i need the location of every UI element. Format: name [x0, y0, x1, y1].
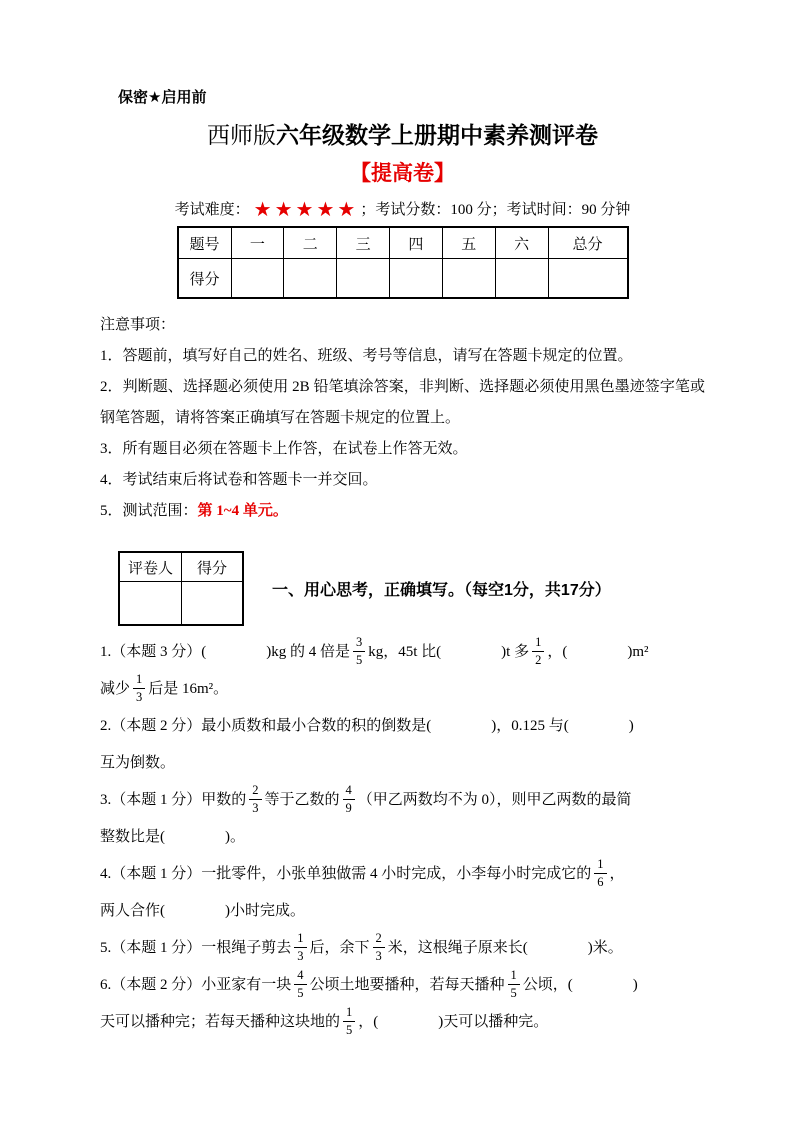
question-3 [100, 782, 705, 856]
note-item-5-range: 第 1~4 单元。 [197, 503, 288, 519]
note-item-5-prefix: 5．测试范围： [100, 503, 198, 519]
score-table-score-cell [495, 259, 548, 299]
question-4-line-1: 4.（本题 1 分）一批零件，小张单独做需 4 小时完成，小李每小时完成它的 $\frac{1}{6}$ ， [100, 857, 625, 889]
fraction: $\frac{1}{6}$ [594, 857, 606, 889]
fraction: $\frac{1}{5}$ [343, 1005, 355, 1037]
notes-heading: 注意事项： [100, 317, 176, 333]
question-1-line-1: 1.（本题 3 分）( )kg 的 4 倍是 $\frac{3}{5}$ kg，45t 比( )t 多 $\frac{1}{2}$ ，( )m² [100, 635, 649, 667]
exam-subtitle: 【提高卷】 [350, 162, 455, 185]
score-table-header-cell: 四 [389, 227, 442, 259]
questions-section [100, 634, 705, 1041]
score-table-header-cell: 总分 [548, 227, 628, 259]
exam-info-line [100, 198, 705, 221]
question-2-line-1: 2.（本题 2 分）最小质数和最小合数的积的倒数是( )，0.125 与( ) [100, 718, 634, 734]
question-5 [100, 930, 705, 967]
question-1 [100, 634, 705, 708]
fraction: $\frac{4}{9}$ [343, 783, 355, 815]
question-2 [100, 708, 705, 782]
note-item-5 [100, 496, 705, 527]
score-table-score-row [178, 259, 628, 299]
note-item-1: 1．答题前，填写好自己的姓名、班级、考号等信息，请写在答题卡规定的位置。 [100, 348, 633, 364]
question-3-line-2: 整数比是( )。 [100, 829, 245, 845]
fraction: $\frac{3}{5}$ [353, 635, 365, 667]
exam-title-main: 六年级数学上册期中素养测评卷 [276, 122, 598, 148]
note-item-2: 2．判断题、选择题必须使用 2B 铅笔填涂答案，非判断、选择题必须使用黑色墨迹签字笔或钢笔答题，请将答案正确填写在答题卡规定的位置上。 [100, 379, 705, 426]
question-1-line-2: 减少 $\frac{1}{3}$ 后是 16m²。 [100, 672, 229, 704]
question-6-line-1: 6.（本题 2 分）小亚家有一块 $\frac{4}{5}$ 公顷土地要播种，若每天播种 $\frac{1}{5}$ 公顷，( ) [100, 968, 638, 1000]
grader-box-header-row [119, 552, 243, 582]
question-6 [100, 967, 705, 1041]
score-table-score-cell [231, 259, 284, 299]
notes-section [100, 310, 705, 527]
grader-box-score-cell [182, 582, 244, 626]
grader-box-score-label: 得分 [182, 552, 244, 582]
fraction: $\frac{2}{3}$ [373, 931, 385, 963]
question-6-line-2: 天可以播种完；若每天播种这块地的 $\frac{1}{5}$ ，( )天可以播种完。 [100, 1005, 549, 1037]
score-table-header-cell: 二 [284, 227, 337, 259]
exam-title [100, 119, 705, 151]
grader-box-empty-row [119, 582, 243, 626]
fraction: $\frac{1}{3}$ [133, 672, 145, 704]
score-table-score-cell [337, 259, 390, 299]
score-table-header-cell: 三 [337, 227, 390, 259]
confidential-notice: 保密★启用前 [118, 89, 207, 106]
score-table-header-row [178, 227, 628, 259]
score-table-score-cell [284, 259, 337, 299]
score-table [177, 226, 629, 299]
score-time-text: ；考试分数：100 分；考试时间：90 分钟 [360, 202, 631, 218]
note-item-4: 4．考试结束后将试卷和答题卡一并交回。 [100, 472, 378, 488]
score-table-score-label: 得分 [178, 259, 232, 299]
score-table-score-cell [389, 259, 442, 299]
question-5-line-1: 5.（本题 1 分）一根绳子剪去 $\frac{1}{3}$ 后，余下 $\frac{2}{3}$ 米，这根绳子原来长( )米。 [100, 931, 623, 963]
score-table-score-cell [548, 259, 628, 299]
question-2-line-2: 互为倒数。 [100, 755, 176, 771]
question-3-line-1: 3.（本题 1 分）甲数的 $\frac{2}{3}$ 等于乙数的 $\frac{4}{9}$ （甲乙两数均不为 0），则甲乙两数的最简 [100, 783, 632, 815]
fraction: $\frac{2}{3}$ [249, 783, 261, 815]
score-table-header-cell: 一 [231, 227, 284, 259]
fraction: $\frac{1}{5}$ [508, 968, 520, 1000]
fraction: $\frac{4}{5}$ [294, 968, 306, 1000]
fraction: $\frac{1}{2}$ [532, 635, 544, 667]
question-4-line-2: 两人合作( )小时完成。 [100, 903, 305, 919]
exam-title-prefix: 西师版 [207, 122, 276, 148]
note-item-3: 3．所有题目必须在答题卡上作答，在试卷上作答无效。 [100, 441, 468, 457]
score-table-header-cell: 六 [495, 227, 548, 259]
grader-row [100, 551, 705, 626]
difficulty-stars-icon: ★★★★★ [253, 197, 359, 221]
score-table-score-cell [442, 259, 495, 299]
score-table-header-cell: 五 [442, 227, 495, 259]
fraction: $\frac{1}{3}$ [294, 931, 306, 963]
question-4 [100, 856, 705, 930]
grader-box-examiner-cell [119, 582, 182, 626]
grader-box-examiner-label: 评卷人 [119, 552, 182, 582]
score-table-header-cell: 题号 [178, 227, 232, 259]
section-one-title: 一、用心思考，正确填写。（每空1分，共17分） [272, 582, 611, 599]
difficulty-label: 考试难度： [174, 202, 250, 218]
grader-box [118, 551, 244, 626]
